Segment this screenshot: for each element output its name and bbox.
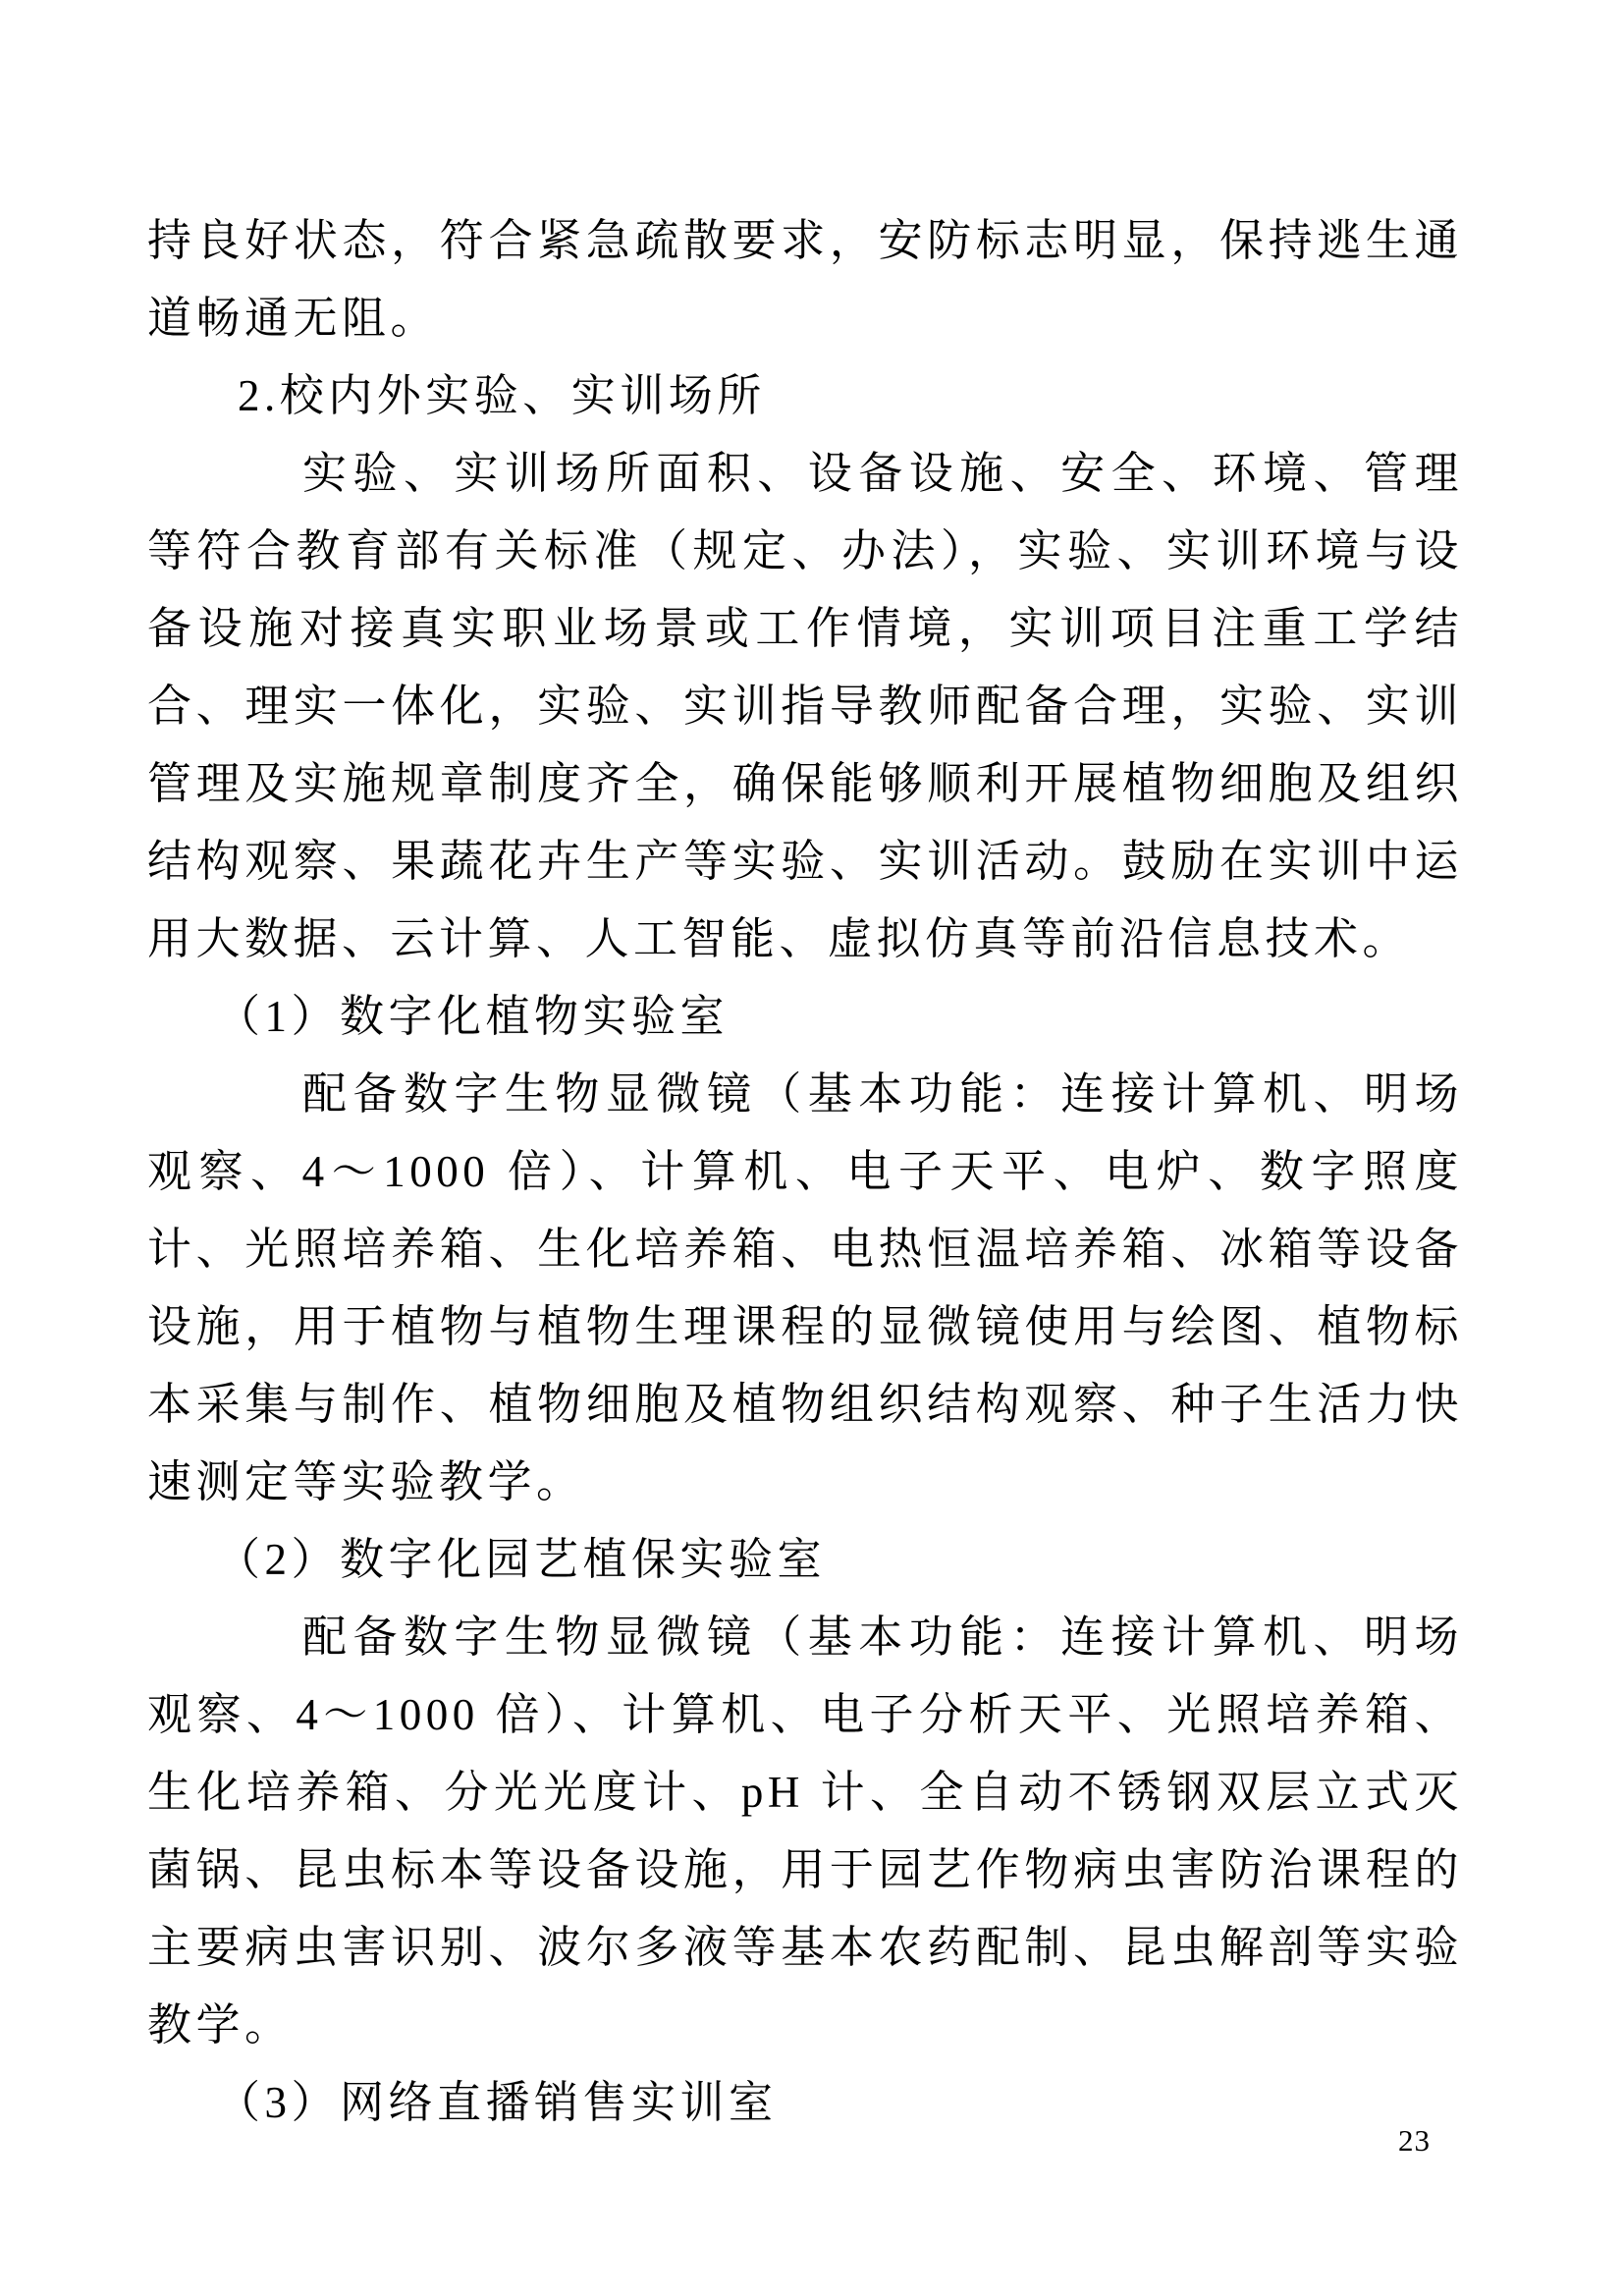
document-content: [147, 202, 1463, 2142]
page-number: 23: [1398, 2123, 1431, 2158]
sub-heading-digital-horticulture-plant-protection-lab: （2）数字化园艺植保实验室: [216, 1535, 827, 1584]
paragraph-lab-standards: 实验、实训场所面积、设备设施、安全、环境、管理等符合教育部有关标准（规定、办法），实验、实训环境与设备设施对接真实职业场景或工作情境，实训项目注重工学结合、理实一体化，实验、实训指导教师配备合理，实验、实训管理及实施规章制度齐全，确保能够顺利开展植物细胞及组织结构观察、果蔬花卉生产等实验、实训活动。鼓励在实训中运用大数据、云计算、人工智能、虚拟仿真等前沿信息技术。: [147, 449, 1463, 963]
paragraph-safety-continuation: 持良好状态，符合紧急疏散要求，安防标志明显，保持逃生通道畅通无阻。: [147, 216, 1463, 343]
sub-heading-live-streaming-sales-training-room: （3）网络直播销售实训室: [216, 2078, 778, 2127]
section-heading-lab-training-sites: 2.校内外实验、实训场所: [238, 371, 766, 420]
sub-heading-digital-plant-lab: （1）数字化植物实验室: [216, 992, 730, 1041]
paragraph-digital-plant-lab-equipment: 配备数字生物显微镜（基本功能：连接计算机、明场观察、4～1000 倍）、计算机、电子天平、电炉、数字照度计、光照培养箱、生化培养箱、电热恒温培养箱、冰箱等设备设施，用于植物与植物生理课程的显微镜使用与绘图、植物标本采集与制作、植物细胞及植物组织结构观察、种子生活力快速测定等实验教学。: [147, 1069, 1463, 1506]
paragraph-horticulture-lab-equipment: 配备数字生物显微镜（基本功能：连接计算机、明场观察、4～1000 倍）、计算机、电子分析天平、光照培养箱、生化培养箱、分光光度计、pH 计、全自动不锈钢双层立式灭菌锅、昆虫标本等设备设施，用于园艺作物病虫害防治课程的主要病虫害识别、波尔多液等基本农药配制、昆虫解剖等实验教学。: [147, 1613, 1463, 2050]
